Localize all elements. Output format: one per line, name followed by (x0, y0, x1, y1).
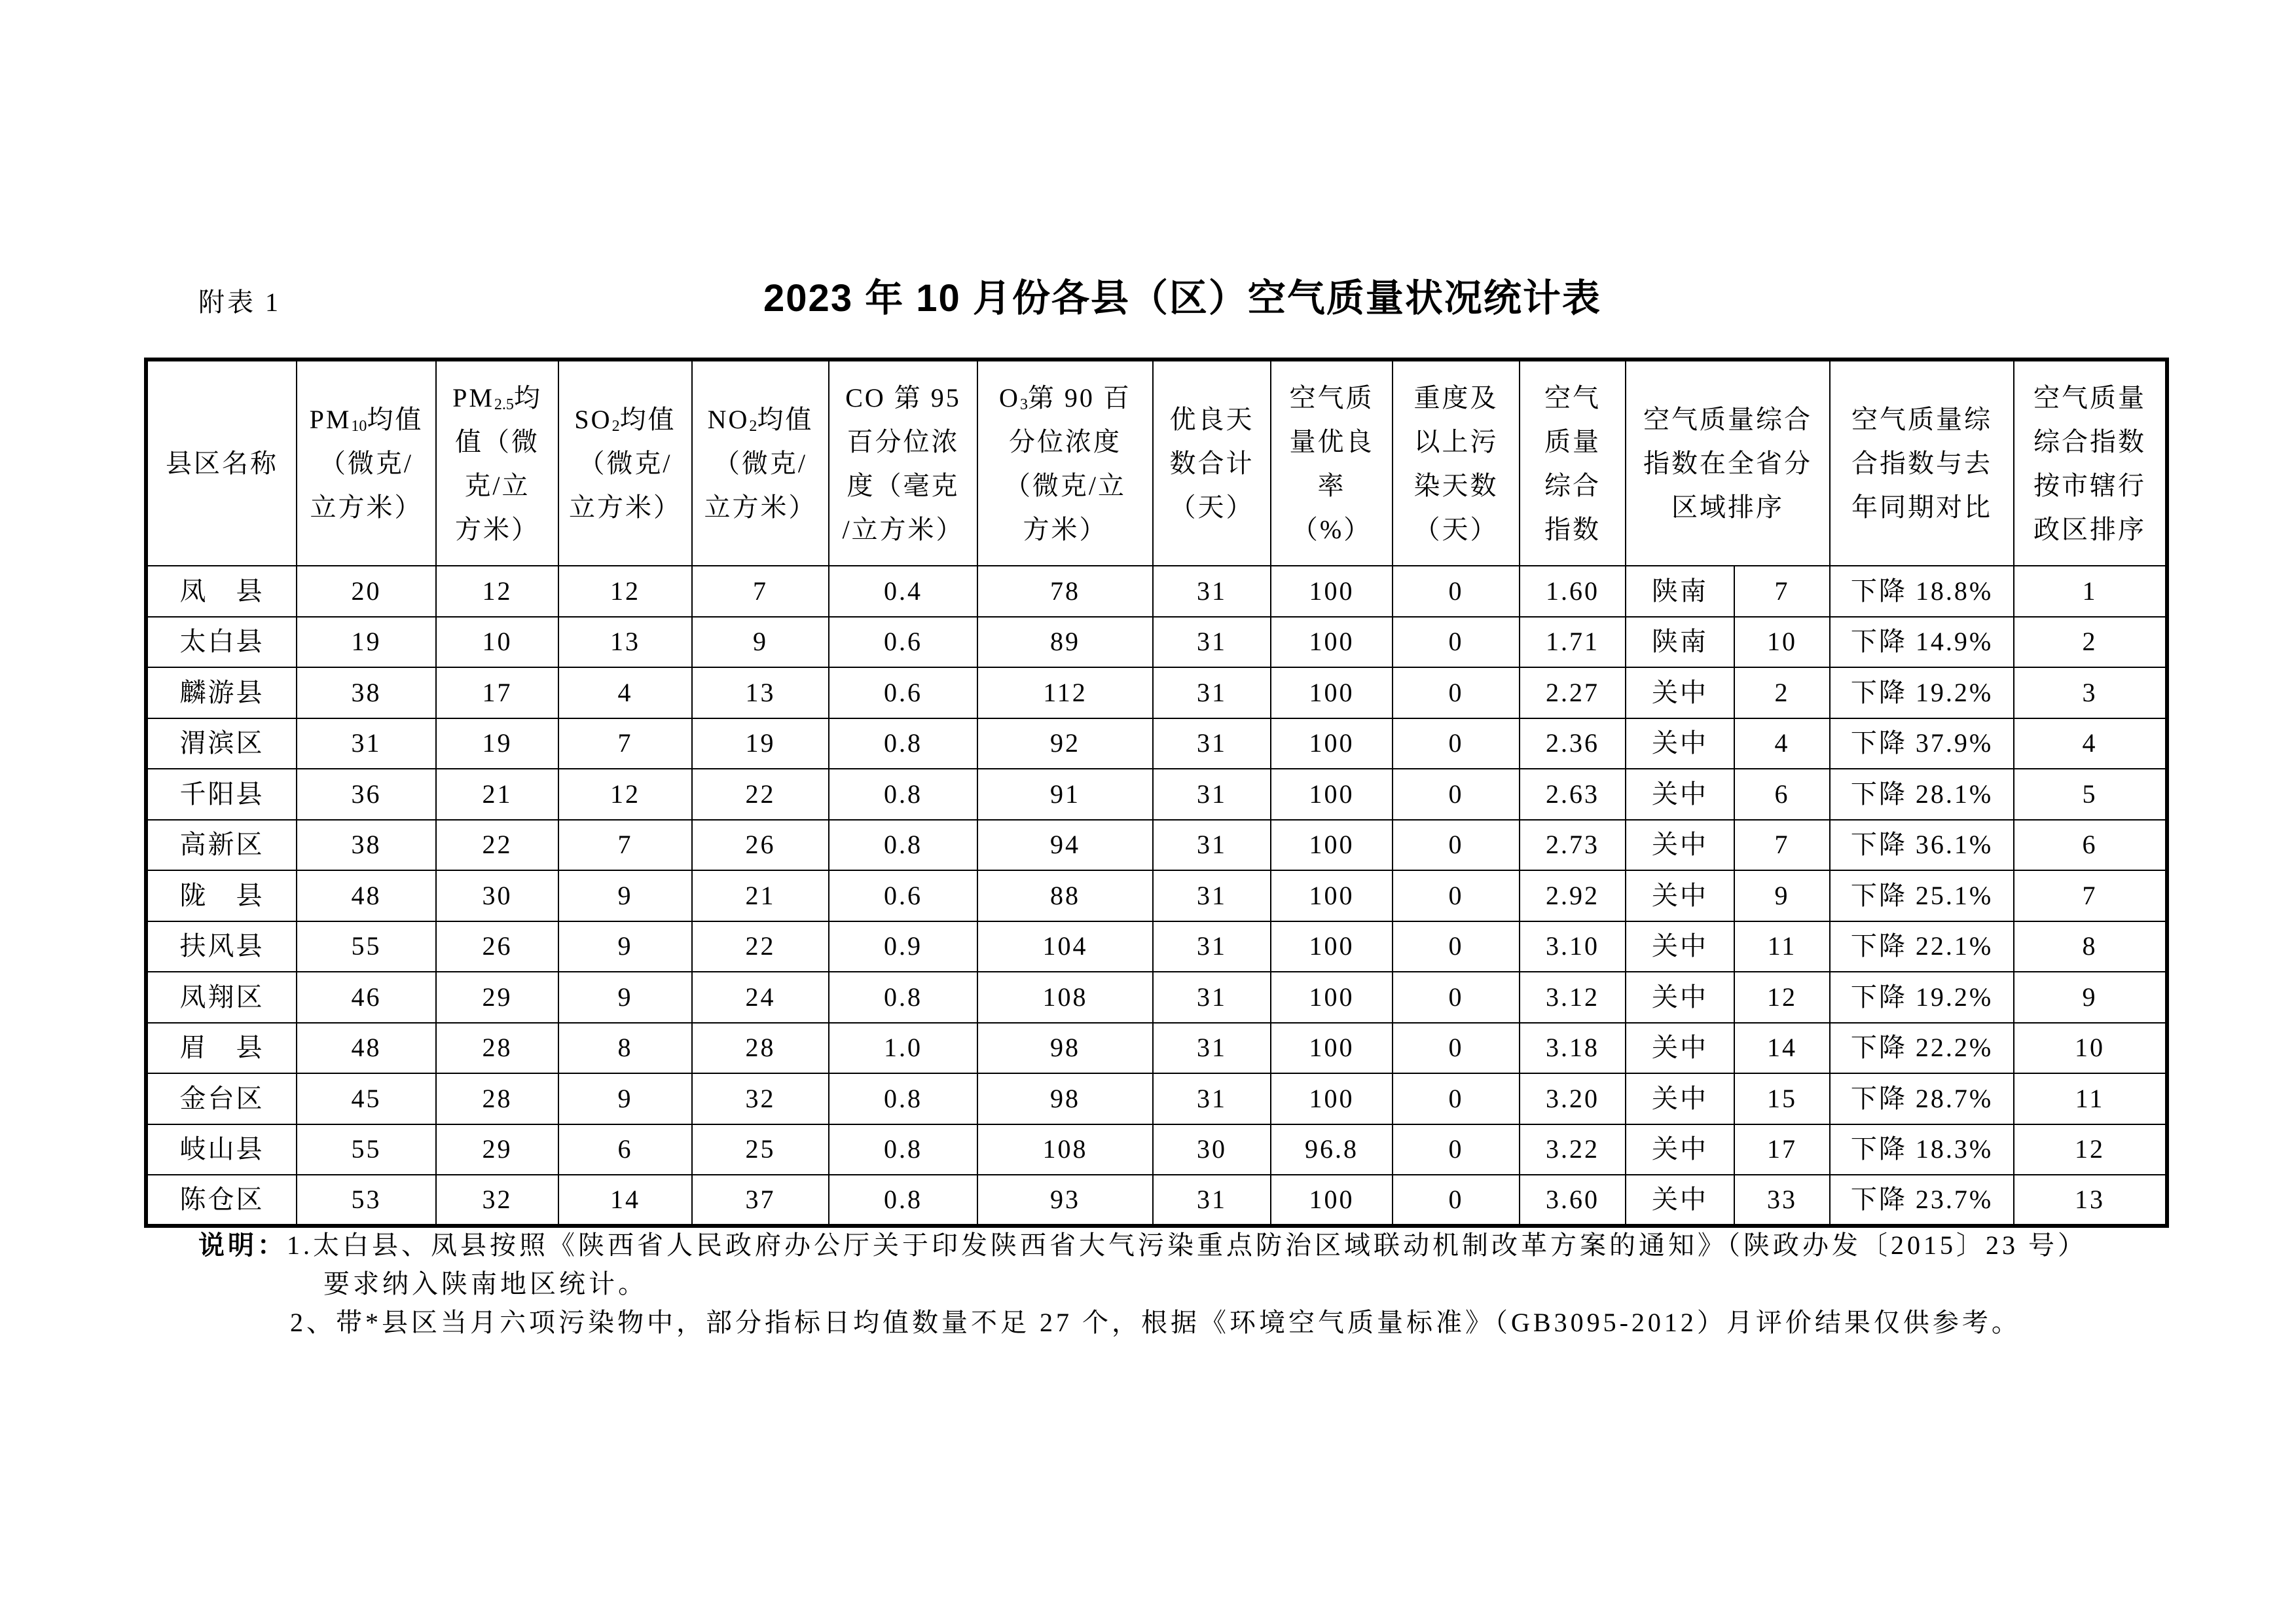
cell-heavy-days: 0 (1393, 870, 1520, 921)
header-line: 年同期对比 (1851, 492, 1992, 522)
cell-good-rate: 100 (1271, 769, 1393, 820)
header-line: 度（毫克 (847, 470, 960, 500)
header-so2-suffix: 均值 (619, 405, 676, 434)
cell-region: 关中 (1626, 667, 1734, 718)
cell-yoy: 下降 28.7% (1830, 1073, 2014, 1124)
header-no2 (692, 360, 829, 566)
table-row (146, 718, 2167, 769)
cell-city-rank: 6 (2014, 820, 2167, 871)
cell-pm25: 12 (436, 566, 558, 617)
cell-pm25: 22 (436, 820, 558, 871)
cell-heavy-days: 0 (1393, 1023, 1520, 1074)
header-line (693, 397, 828, 441)
cell-good-rate: 100 (1271, 1175, 1393, 1226)
cell-co: 0.4 (829, 566, 977, 617)
header-no2-subscript: 2 (749, 418, 757, 435)
cell-o3: 112 (977, 667, 1153, 718)
cell-co: 1.0 (829, 1023, 977, 1074)
header-line: 数合计 (1169, 449, 1254, 478)
cell-city-rank: 10 (2014, 1023, 2167, 1074)
cell-no2: 22 (692, 921, 829, 972)
note-line-1 (198, 1226, 2087, 1265)
cell-heavy-days: 0 (1393, 769, 1520, 820)
note-line-2: 要求纳入陕南地区统计。 (323, 1269, 647, 1299)
header-line: 以上污 (1413, 426, 1499, 456)
cell-county: 扶风县 (146, 921, 297, 972)
cell-so2: 12 (558, 566, 692, 617)
cell-county: 金台区 (146, 1073, 297, 1124)
cell-co: 0.9 (829, 921, 977, 972)
cell-aqi: 1.71 (1520, 617, 1626, 668)
cell-co: 0.8 (829, 718, 977, 769)
header-pm25-subscript: 2.5 (494, 396, 514, 413)
cell-o3: 108 (977, 1124, 1153, 1175)
cell-so2: 7 (558, 718, 692, 769)
header-line: 空气质 (1289, 382, 1374, 413)
header-no2-prefix: NO (707, 405, 750, 434)
cell-city-rank: 1 (2014, 566, 2167, 617)
cell-province-rank: 6 (1734, 769, 1830, 820)
cell-good-days: 31 (1153, 1175, 1271, 1226)
cell-pm10: 46 (297, 972, 436, 1023)
header-line: （%） (1291, 514, 1372, 544)
cell-pm25: 29 (436, 972, 558, 1023)
cell-so2: 9 (558, 972, 692, 1023)
header-line: 空气质量综合 (1643, 405, 1812, 434)
header-line: /立方米） (842, 514, 964, 544)
cell-co: 0.6 (829, 870, 977, 921)
cell-city-rank: 4 (2014, 718, 2167, 769)
cell-good-rate: 100 (1271, 718, 1393, 769)
cell-yoy: 下降 25.1% (1830, 870, 2014, 921)
cell-province-rank: 11 (1734, 921, 1830, 972)
cell-pm25: 21 (436, 769, 558, 820)
cell-heavy-days: 0 (1393, 921, 1520, 972)
cell-good-days: 30 (1153, 1124, 1271, 1175)
cell-good-rate: 100 (1271, 972, 1393, 1023)
header-line: 分位浓度 (1009, 426, 1121, 456)
cell-heavy-days: 0 (1393, 1175, 1520, 1226)
header-county (146, 360, 297, 566)
cell-county: 陈仓区 (146, 1175, 297, 1226)
cell-city-rank: 11 (2014, 1073, 2167, 1124)
cell-pm10: 38 (297, 667, 436, 718)
cell-co: 0.8 (829, 1175, 977, 1226)
cell-city-rank: 3 (2014, 667, 2167, 718)
cell-region: 陕南 (1626, 617, 1734, 668)
header-line: 指数在全省分 (1643, 449, 1812, 478)
table-body (146, 566, 2167, 1226)
cell-aqi: 2.27 (1520, 667, 1626, 718)
cell-so2: 9 (558, 921, 692, 972)
cell-yoy: 下降 19.2% (1830, 667, 2014, 718)
cell-pm10: 55 (297, 921, 436, 972)
cell-so2: 9 (558, 870, 692, 921)
cell-heavy-days: 0 (1393, 566, 1520, 617)
cell-city-rank: 9 (2014, 972, 2167, 1023)
header-so2-prefix: SO (574, 405, 612, 434)
cell-good-days: 31 (1153, 921, 1271, 972)
cell-good-days: 31 (1153, 1023, 1271, 1074)
cell-aqi: 1.60 (1520, 566, 1626, 617)
cell-city-rank: 5 (2014, 769, 2167, 820)
cell-yoy: 下降 19.2% (1830, 972, 2014, 1023)
header-line: 政区排序 (2033, 514, 2146, 544)
cell-region: 关中 (1626, 1023, 1734, 1074)
cell-no2: 9 (692, 617, 829, 668)
cell-province-rank: 7 (1734, 566, 1830, 617)
cell-region: 陕南 (1626, 566, 1734, 617)
cell-city-rank: 7 (2014, 870, 2167, 921)
cell-heavy-days: 0 (1393, 617, 1520, 668)
cell-no2: 26 (692, 820, 829, 871)
cell-region: 关中 (1626, 1175, 1734, 1226)
cell-pm10: 31 (297, 718, 436, 769)
header-line: 量优良 (1289, 426, 1374, 456)
cell-o3: 88 (977, 870, 1153, 921)
cell-yoy: 下降 28.1% (1830, 769, 2014, 820)
cell-county: 岐山县 (146, 1124, 297, 1175)
cell-pm10: 36 (297, 769, 436, 820)
cell-good-days: 31 (1153, 566, 1271, 617)
header-line: 空气质量 (2033, 382, 2146, 413)
cell-co: 0.8 (829, 1073, 977, 1124)
header-line (297, 397, 435, 441)
cell-yoy: 下降 22.2% (1830, 1023, 2014, 1074)
cell-pm10: 19 (297, 617, 436, 668)
appendix-label: 附表 1 (198, 287, 281, 317)
cell-o3: 108 (977, 972, 1153, 1023)
cell-region: 关中 (1626, 1124, 1734, 1175)
cell-aqi: 2.92 (1520, 870, 1626, 921)
cell-pm10: 20 (297, 566, 436, 617)
table-row (146, 566, 2167, 617)
cell-city-rank: 13 (2014, 1175, 2167, 1226)
header-line: 方米） (1023, 514, 1108, 544)
cell-no2: 22 (692, 769, 829, 820)
cell-no2: 7 (692, 566, 829, 617)
header-good-days (1153, 360, 1271, 566)
header-pm10-prefix: PM (309, 405, 352, 434)
cell-pm25: 10 (436, 617, 558, 668)
cell-co: 0.6 (829, 617, 977, 668)
cell-o3: 98 (977, 1023, 1153, 1074)
header-line: 综合指数 (2033, 426, 2146, 456)
header-heavy-days (1393, 360, 1520, 566)
header-pm10 (297, 360, 436, 566)
header-line: 立方米） (569, 492, 682, 522)
header-o3-suffix: 第 90 百 (1027, 382, 1131, 413)
header-pm25-suffix: 均 (513, 382, 542, 413)
header-line: 综合 (1544, 470, 1601, 500)
cell-so2: 13 (558, 617, 692, 668)
cell-aqi: 3.18 (1520, 1023, 1626, 1074)
header-pm25-prefix: PM (452, 382, 494, 413)
cell-o3: 94 (977, 820, 1153, 871)
cell-good-days: 31 (1153, 667, 1271, 718)
cell-pm10: 55 (297, 1124, 436, 1175)
header-line: （微克/ (578, 449, 672, 478)
cell-so2: 9 (558, 1073, 692, 1124)
page-title: 2023 年 10 月份各县（区）空气质量状况统计表 (763, 277, 1601, 320)
cell-co: 0.8 (829, 769, 977, 820)
header-o3-prefix: O (999, 382, 1020, 413)
cell-no2: 32 (692, 1073, 829, 1124)
header-line: （微克/ (713, 449, 808, 478)
cell-pm10: 53 (297, 1175, 436, 1226)
cell-aqi: 2.36 (1520, 718, 1626, 769)
header-line: 克/立 (464, 470, 530, 500)
cell-province-rank: 33 (1734, 1175, 1830, 1226)
header-pm10-subscript: 10 (351, 418, 367, 435)
header-city-rank (2014, 360, 2167, 566)
header-province-rank (1626, 360, 1830, 566)
cell-pm25: 26 (436, 921, 558, 972)
cell-so2: 14 (558, 1175, 692, 1226)
cell-co: 0.8 (829, 820, 977, 871)
cell-province-rank: 7 (1734, 820, 1830, 871)
cell-pm10: 48 (297, 870, 436, 921)
cell-aqi: 3.20 (1520, 1073, 1626, 1124)
table-row (146, 1023, 2167, 1074)
cell-county: 凤翔区 (146, 972, 297, 1023)
cell-good-rate: 100 (1271, 870, 1393, 921)
cell-pm10: 38 (297, 820, 436, 871)
cell-no2: 21 (692, 870, 829, 921)
header-line: 按市辖行 (2033, 470, 2146, 500)
cell-aqi: 3.22 (1520, 1124, 1626, 1175)
header-co (829, 360, 977, 566)
cell-o3: 104 (977, 921, 1153, 972)
cell-province-rank: 2 (1734, 667, 1830, 718)
header-line: 立方米） (310, 492, 423, 522)
cell-region: 关中 (1626, 718, 1734, 769)
cell-good-days: 31 (1153, 769, 1271, 820)
cell-o3: 93 (977, 1175, 1153, 1226)
header-line: 优良天 (1169, 405, 1254, 434)
header-line: 染天数 (1413, 470, 1499, 500)
cell-good-rate: 100 (1271, 667, 1393, 718)
header-aqi (1520, 360, 1626, 566)
table-row (146, 820, 2167, 871)
table-row (146, 870, 2167, 921)
notes-label: 说明： (198, 1230, 287, 1260)
header-line: 县区名称 (166, 449, 278, 478)
header-o3-subscript: 3 (1019, 396, 1028, 413)
note-line-3: 2、带*县区当月六项污染物中，部分指标日均值数量不足 27 个，根据《环境空气质量标准》（GB3095-2012）月评价结果仅供参考。 (290, 1308, 2021, 1337)
cell-region: 关中 (1626, 921, 1734, 972)
cell-pm25: 17 (436, 667, 558, 718)
cell-aqi: 2.73 (1520, 820, 1626, 871)
cell-yoy: 下降 23.7% (1830, 1175, 2014, 1226)
cell-so2: 4 (558, 667, 692, 718)
cell-good-rate: 100 (1271, 566, 1393, 617)
header-line: （微克/立 (1004, 470, 1127, 500)
header-so2 (558, 360, 692, 566)
cell-county: 渭滨区 (146, 718, 297, 769)
cell-yoy: 下降 14.9% (1830, 617, 2014, 668)
header-line: 质量 (1544, 426, 1601, 456)
cell-city-rank: 12 (2014, 1124, 2167, 1175)
header-line: （天） (1413, 514, 1499, 544)
cell-pm25: 28 (436, 1073, 558, 1124)
cell-co: 0.8 (829, 1124, 977, 1175)
table-row (146, 1073, 2167, 1124)
cell-yoy: 下降 18.3% (1830, 1124, 2014, 1175)
header-line: 合指数与去 (1851, 449, 1992, 478)
header-line: 重度及 (1413, 382, 1499, 413)
header-so2-subscript: 2 (611, 418, 620, 435)
table-row (146, 1175, 2167, 1226)
header-line: 方米） (455, 514, 539, 544)
cell-good-days: 31 (1153, 870, 1271, 921)
cell-o3: 92 (977, 718, 1153, 769)
cell-no2: 37 (692, 1175, 829, 1226)
cell-province-rank: 9 (1734, 870, 1830, 921)
header-line (978, 376, 1152, 420)
cell-no2: 24 (692, 972, 829, 1023)
cell-co: 0.6 (829, 667, 977, 718)
cell-pm25: 28 (436, 1023, 558, 1074)
cell-city-rank: 8 (2014, 921, 2167, 972)
cell-pm25: 30 (436, 870, 558, 921)
cell-region: 关中 (1626, 1073, 1734, 1124)
header-o3 (977, 360, 1153, 566)
header-line: （天） (1169, 492, 1254, 522)
cell-aqi: 2.63 (1520, 769, 1626, 820)
cell-aqi: 3.60 (1520, 1175, 1626, 1226)
cell-good-rate: 100 (1271, 1073, 1393, 1124)
table-row (146, 972, 2167, 1023)
cell-good-rate: 100 (1271, 617, 1393, 668)
cell-pm10: 48 (297, 1023, 436, 1074)
cell-good-rate: 96.8 (1271, 1124, 1393, 1175)
cell-county: 高新区 (146, 820, 297, 871)
cell-province-rank: 10 (1734, 617, 1830, 668)
header-line: 区域排序 (1671, 492, 1784, 522)
cell-good-rate: 100 (1271, 921, 1393, 972)
cell-good-days: 31 (1153, 1073, 1271, 1124)
header-line: 率 (1317, 470, 1346, 500)
cell-heavy-days: 0 (1393, 667, 1520, 718)
cell-county: 太白县 (146, 617, 297, 668)
air-quality-table (144, 358, 2169, 1228)
cell-no2: 13 (692, 667, 829, 718)
cell-county: 陇 县 (146, 870, 297, 921)
cell-region: 关中 (1626, 820, 1734, 871)
cell-province-rank: 12 (1734, 972, 1830, 1023)
header-good-rate (1271, 360, 1393, 566)
cell-county: 眉 县 (146, 1023, 297, 1074)
cell-so2: 7 (558, 820, 692, 871)
table-row (146, 769, 2167, 820)
cell-province-rank: 14 (1734, 1023, 1830, 1074)
cell-province-rank: 4 (1734, 718, 1830, 769)
cell-no2: 28 (692, 1023, 829, 1074)
cell-good-rate: 100 (1271, 820, 1393, 871)
header-line: 空气质量综 (1851, 405, 1992, 434)
header-line (559, 397, 691, 441)
header-yoy (1830, 360, 2014, 566)
table-row (146, 1124, 2167, 1175)
cell-co: 0.8 (829, 972, 977, 1023)
cell-heavy-days: 0 (1393, 820, 1520, 871)
header-no2-suffix: 均值 (757, 405, 814, 434)
cell-region: 关中 (1626, 972, 1734, 1023)
cell-yoy: 下降 22.1% (1830, 921, 2014, 972)
cell-so2: 12 (558, 769, 692, 820)
header-line (437, 376, 558, 420)
cell-county: 麟游县 (146, 667, 297, 718)
header-line: 空气 (1544, 382, 1601, 413)
cell-county: 千阳县 (146, 769, 297, 820)
cell-yoy: 下降 37.9% (1830, 718, 2014, 769)
header-line: 值（微 (455, 426, 539, 456)
cell-heavy-days: 0 (1393, 972, 1520, 1023)
cell-pm10: 45 (297, 1073, 436, 1124)
table-row (146, 617, 2167, 668)
cell-heavy-days: 0 (1393, 1073, 1520, 1124)
cell-good-days: 31 (1153, 718, 1271, 769)
cell-yoy: 下降 18.8% (1830, 566, 2014, 617)
cell-yoy: 下降 36.1% (1830, 820, 2014, 871)
header-line: CO 第 95 (845, 382, 961, 413)
cell-pm25: 29 (436, 1124, 558, 1175)
cell-heavy-days: 0 (1393, 1124, 1520, 1175)
cell-region: 关中 (1626, 769, 1734, 820)
header-pm10-suffix: 均值 (367, 405, 424, 434)
cell-good-rate: 100 (1271, 1023, 1393, 1074)
cell-pm25: 19 (436, 718, 558, 769)
header-line: 指数 (1544, 514, 1601, 544)
cell-good-days: 31 (1153, 617, 1271, 668)
cell-heavy-days: 0 (1393, 718, 1520, 769)
cell-pm25: 32 (436, 1175, 558, 1226)
cell-aqi: 3.12 (1520, 972, 1626, 1023)
cell-city-rank: 2 (2014, 617, 2167, 668)
cell-county: 凤 县 (146, 566, 297, 617)
cell-o3: 78 (977, 566, 1153, 617)
table-row (146, 667, 2167, 718)
header-line: 立方米） (704, 492, 817, 522)
cell-o3: 91 (977, 769, 1153, 820)
cell-no2: 19 (692, 718, 829, 769)
cell-so2: 8 (558, 1023, 692, 1074)
cell-region: 关中 (1626, 870, 1734, 921)
cell-good-days: 31 (1153, 820, 1271, 871)
note-text-1: 1.太白县、凤县按照《陕西省人民政府办公厅关于印发陕西省大气污染重点防治区域联动机制改革方案的通知》（陕政办发〔2015〕23 号） (287, 1230, 2087, 1260)
cell-no2: 25 (692, 1124, 829, 1175)
header-pm25 (436, 360, 558, 566)
cell-aqi: 3.10 (1520, 921, 1626, 972)
cell-province-rank: 15 (1734, 1073, 1830, 1124)
cell-province-rank: 17 (1734, 1124, 1830, 1175)
cell-o3: 89 (977, 617, 1153, 668)
header-line: 百分位浓 (847, 426, 960, 456)
cell-so2: 6 (558, 1124, 692, 1175)
table-row (146, 921, 2167, 972)
cell-good-days: 31 (1153, 972, 1271, 1023)
header-row (146, 360, 2167, 566)
header-line: （微克/ (319, 449, 414, 478)
cell-o3: 98 (977, 1073, 1153, 1124)
